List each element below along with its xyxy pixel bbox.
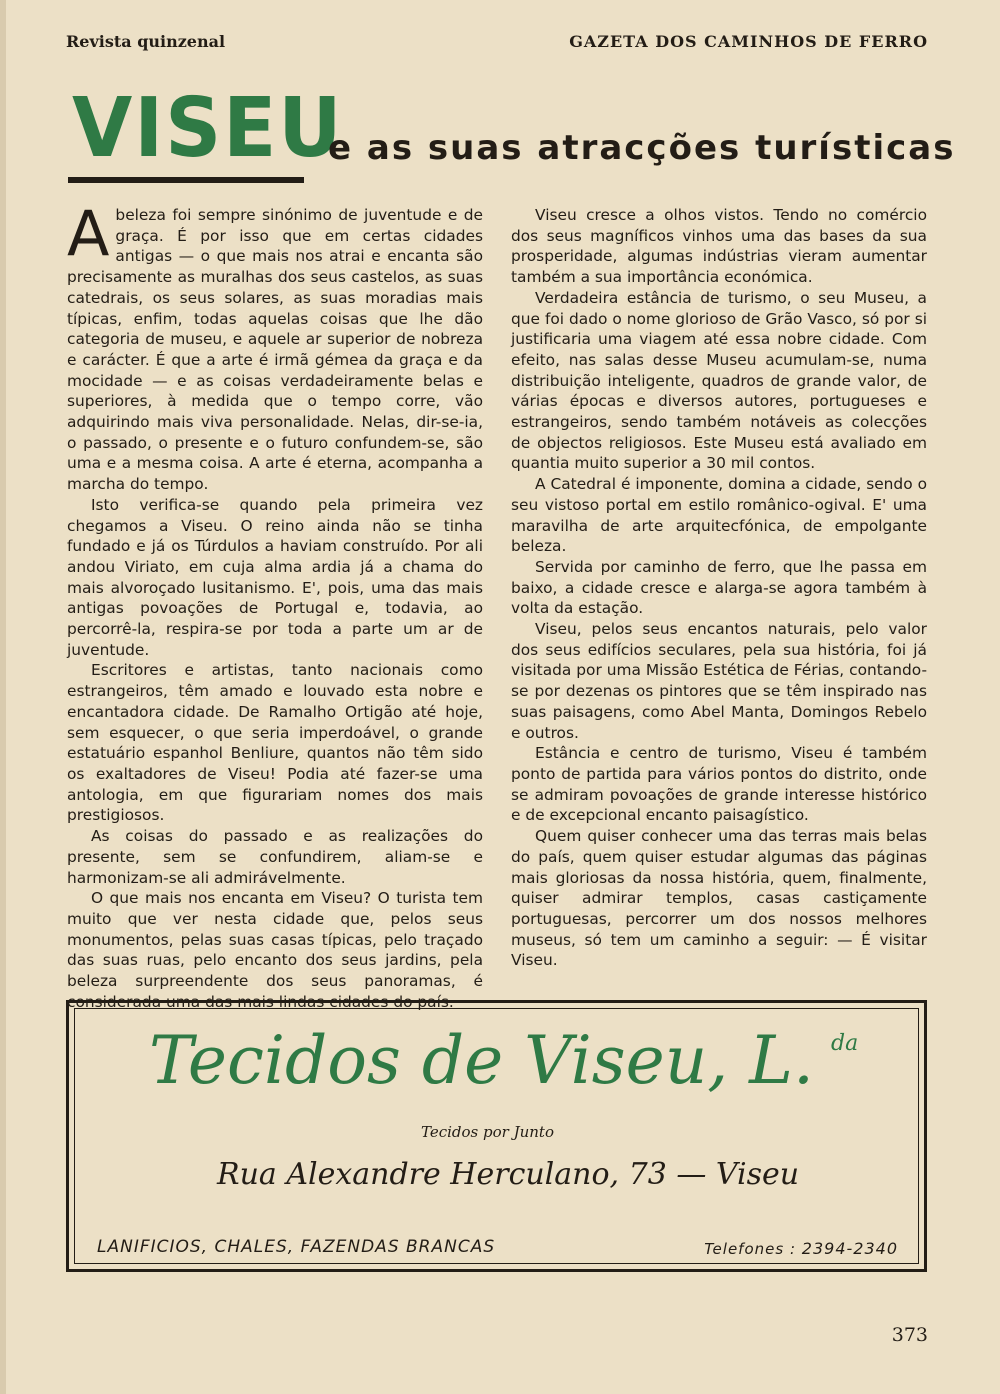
article-paragraph: Isto verifica-se quando pela primeira vez chegamos a Viseu. O reino ainda não se tinha fundado e já os Túrdulos a haviam construído. Por ali andou Viriato, em cuja alma ardia já a chama do mais alvoroçado lusitanismo. E', pois, uma das mais antigas povoações de Portugal e, todavia, ao percorrê-la, respira-se por toda a parte um ar de juventude. bbox=[67, 495, 483, 659]
article-column-left bbox=[67, 197, 483, 1012]
phone-numbers: 2394-2340 bbox=[801, 1239, 898, 1258]
article-title-rest: e as suas atracções turísticas bbox=[328, 128, 956, 168]
article-column-right bbox=[511, 205, 927, 971]
advertisement bbox=[66, 1000, 927, 1272]
page-edge bbox=[0, 0, 6, 1394]
article-paragraph: O que mais nos encanta em Viseu? O turista tem muito que ver nesta cidade que, pelos seus monumentos, pelas suas casas típicas, pelo traçado das suas ruas, pelo encanto dos seus jardins, pela beleza surpreendente dos seus panoramas, é considerada uma das mais lindas cidades do país. bbox=[67, 889, 483, 1011]
paragraph-text: beleza foi sempre sinónimo de juventude e de graça. É por isso que em certas cidades antigas — o que mais nos atrai e encanta são precisamente as muralhas dos seus castelos, as suas catedrais, os seus solares, as suas moradias mais típicas, enfim, todas aquelas coisas que lhe dão categoria de museu, e aquele ar superior de nobreza e carácter. É que a arte é irmã gémea da graça e da mocidade — e as coisas verdadeiramente belas e superiores, à medida que o tempo corre, vão adquirindo mais viva personalidade. Nelas, dir-se-ia, o passado, o presente e o futuro confundem-se, são uma e a mesma coisa. A arte é eterna, acompanha a marcha do tempo. bbox=[67, 206, 483, 494]
advert-subtitle: Tecidos por Junto bbox=[421, 1123, 554, 1141]
article-paragraph: Estância e centro de turismo, Viseu é também ponto de partida para vários pontos do distrito, onde se admiram povoações de grande interesse histórico e de excepcional encanto paisagístico. bbox=[511, 744, 927, 825]
article-paragraph: Verdadeira estância de turismo, o seu Museu, a que foi dado o nome glorioso de Grão Vasco, só por si justificaria uma viagem até essa nobre cidade. Com efeito, nas salas desse Museu acumulam-se, numa distribuição inteligente, quadros de grande valor, de várias épocas e diversos autores, portugueses e estrangeiros, sendo também notáveis as colecções de objectos religiosos. Este Museu está avaliado em quantia muito superior a 30 mil contos. bbox=[511, 288, 927, 473]
magazine-frequency: Revista quinzenal bbox=[66, 32, 226, 51]
advert-company-suffix: da bbox=[831, 1031, 859, 1056]
magazine-title: GAZETA DOS CAMINHOS DE FERRO bbox=[569, 32, 928, 51]
advert-goods: LANIFICIOS, CHALES, FAZENDAS BRANCAS bbox=[97, 1237, 496, 1257]
article-paragraph: Servida por caminho de ferro, que lhe passa em baixo, a cidade cresce e alarga-se agora também à volta da estação. bbox=[511, 557, 927, 618]
article-paragraph: A Catedral é imponente, domina a cidade, sendo o seu vistoso portal em estilo românico-ogival. E' uma maravilha de arte arquitecfónica, de empolgante beleza. bbox=[511, 475, 927, 556]
advert-company-name: Tecidos de Viseu, L. bbox=[149, 1022, 814, 1099]
article-paragraph bbox=[67, 197, 483, 495]
drop-cap: A bbox=[67, 197, 110, 270]
phone-label: Telefones : bbox=[704, 1240, 796, 1258]
advert-phone bbox=[704, 1239, 898, 1258]
article-paragraph: As coisas do passado e as realizações do presente, sem se confundirem, aliam-se e harmonizam-se ali admirávelmente. bbox=[67, 827, 483, 887]
page-number: 373 bbox=[891, 1324, 928, 1346]
article-paragraph: Viseu cresce a olhos vistos. Tendo no comércio dos seus magníficos vinhos uma das bases da sua prosperidade, algumas indústrias vieram aumentar também a sua importância económica. bbox=[511, 206, 927, 287]
title-rule bbox=[68, 177, 304, 183]
article-paragraph: Quem quiser conhecer uma das terras mais belas do país, quem quiser estudar algumas das páginas mais gloriosas da nossa história, quem, finalmente, quiser admirar templos, casas castiçamente portuguesas, percorrer um dos nossos melhores museus, só tem um caminho a seguir: — É visitar Viseu. bbox=[511, 827, 927, 970]
article-paragraph: Escritores e artistas, tanto nacionais como estrangeiros, têm amado e louvado esta nobre e encantadora cidade. De Ramalho Ortigão até hoje, sem esquecer, o que seria imperdoável, o grande estatuário espanhol Benliure, quantos não têm sido os exaltadores de Viseu! Podia até fazer-se uma antologia, em que figurariam nomes dos mais prestigiosos. bbox=[67, 661, 483, 825]
article-paragraph: Viseu, pelos seus encantos naturais, pelo valor dos seus edifícios seculares, pela sua história, foi já visitada por uma Missão Estética de Férias, contando-se por dezenas os pintores que se têm inspirado nas suas paisagens, como Abel Manta, Domingos Rebelo e outros. bbox=[511, 620, 927, 742]
advert-address: Rua Alexandre Herculano, 73 — Viseu bbox=[217, 1157, 800, 1192]
article-title-main: VISEU bbox=[72, 81, 344, 176]
